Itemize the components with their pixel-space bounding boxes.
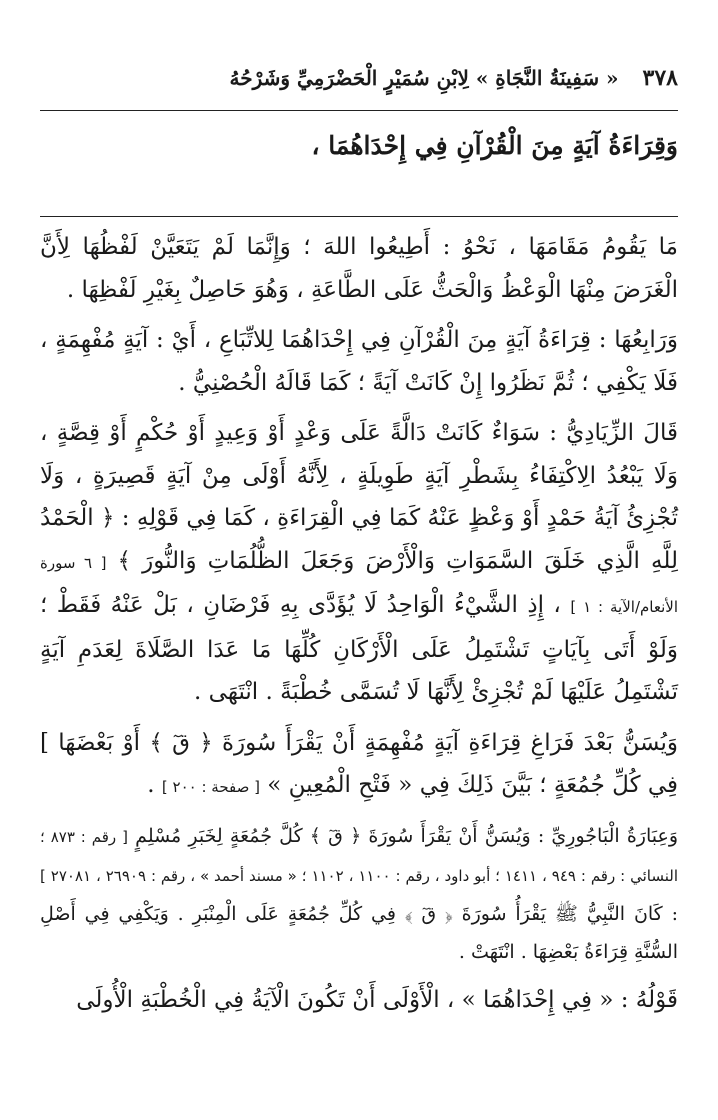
paragraph-text: قَوْلُهُ : « فِي إِحْدَاهُمَا » ، الْأَوْلَى أَنْ تَكُونَ الْآيَةُ فِي الْخُطْبَةِ الْأُولَى (76, 986, 678, 1013)
header-divider (40, 110, 678, 111)
paragraph-text: وَيُسَنُّ بَعْدَ فَرَاغِ قِرَاءَةِ آيَةٍ مُفْهِمَةٍ أَنْ يَقْرَأَ سُورَةَ ﴿ قٓ ﴾ أَوْ بَعْضَهَا ] فِي كُلِّ جُمُعَةٍ ؛ بَيَّنَ ذَلِكَ فِي « فَتْحِ الْمُعِينِ » (40, 729, 678, 798)
paragraph-text: قَالَ الزِّيَادِيُّ : سَوَاءٌ كَانَتْ دَالَّةً عَلَى وَعْدٍ أَوْ وَعِيدٍ أَوْ حُكْمٍ أَوْ قِصَّةٍ ، وَلَا يَبْعُدُ الِاكْتِفَاءُ بِشَطْرِ آيَةٍ طَوِيلَةٍ ، لِأَنَّهُ أَوْلَى مِنْ آيَةٍ قَصِيرَةٍ ، وَلَا تُجْزِئُ آيَةُ حَمْدٍ أَوْ وَعْظٍ عَنْهُ كَمَا فِي الْقِرَاءَةِ ، كَمَا فِي قَوْلِهِ : ﴿ الْحَمْدُ لِلَّهِ الَّذِي خَلَقَ السَّمَوَاتِ وَالْأَرْضَ وَجَعَلَ الظُّلُمَاتِ وَالنُّورَ ﴾ (40, 420, 678, 574)
hadith-reference: [ رقم : ٨٧٣ ؛ النسائي : رقم : ٩٤٩ ، ١٤١١ ؛ أبو داود ، رقم : ١١٠٠ ، ١١٠٢ ؛ « مسند أحمد » ، رقم : ٢٦٩٠٩ ، ٢٧٠٨١ ] (40, 827, 678, 885)
page-number: ٣٧٨ (642, 65, 678, 91)
paragraph-text: مَا يَقُومُ مَقَامَهَا ، نَحْوُ : أَطِيعُوا اللهَ ؛ وَإِنَّمَا لَمْ يَتَعَيَّنْ لَفْظُهَا لِأَنَّ الْغَرَضَ مِنْهَا الْوَعْظُ وَالْحَثُّ عَلَى الطَّاعَةِ ، وَهُوَ حَاصِلٌ بِغَيْرِ لَفْظِهَا . (40, 234, 678, 303)
commentary-paragraph (40, 817, 678, 971)
running-title: « سَفِينَةُ النَّجَاةِ » لِابْنِ سُمَيْرٍ الْحَضْرَمِيِّ وَشَرْحُهُ (229, 66, 619, 90)
matn-text: وَقِرَاءَةُ آيَةٍ مِنَ الْقُرْآنِ فِي إِحْدَاهُمَا ، (311, 131, 678, 160)
paragraph-text: وَعِبَارَةُ الْبَاجُورِيِّ : وَيُسَنُّ أَنْ يَقْرَأَ سُورَةَ ﴿ قٓ ﴾ كُلَّ جُمُعَةٍ لِخَبَرِ مُسْلِمٍ (135, 824, 678, 847)
commentary-paragraph (40, 226, 678, 311)
commentary-paragraph (40, 979, 678, 1022)
paragraph-text: . (147, 772, 155, 798)
commentary-paragraph (40, 722, 678, 809)
paragraph-text: : كَانَ النَّبِيُّ ﷺ يَقْرَأُ سُورَةَ ﴿ قٓ ﴾ فِي كُلِّ جُمُعَةٍ عَلَى الْمِنْبَرِ . وَيَكْفِي فِي أَصْلِ السُّنَّةِ قِرَاءَةُ بَعْضِهَا . انْتَهَتْ . (40, 902, 678, 963)
book-reference: [ صفحة : ٢٠٠ ] (161, 778, 260, 796)
commentary-paragraph (40, 412, 678, 714)
commentary-paragraph (40, 319, 678, 404)
quran-reference: [ ٦ سورة الأنعام/الآية : ١ ] (40, 553, 678, 616)
commentary-body (40, 226, 678, 1029)
paragraph-text: وَرَابِعُهَا : قِرَاءَةُ آيَةٍ مِنَ الْقُرْآنِ فِي إِحْدَاهُمَا لِلاتِّبَاعِ ، أَيْ : آيَةٍ مُفْهِمَةٍ ، فَلَا يَكْفِي ؛ ثُمَّ نَظَرُوا إِنْ كَانَتْ آيَةً ؛ كَمَا قَالَهُ الْحُصْنِيُّ . (40, 327, 678, 396)
paragraph-text: ، إِذِ الشَّيْءُ الْوَاحِدُ لَا يُؤَدَّى بِهِ فَرْضَانِ ، بَلْ عَنْهُ فَقَطْ ؛ وَلَوْ أَتَى بِآيَاتٍ تَشْتَمِلُ عَلَى الْأَرْكَانِ كُلِّهَا مَا عَدَا الصَّلَاةَ لِعَدَمِ آيَةٍ تَشْتَمِلُ عَلَيْهَا لَمْ تُجْزِئْ لِأَنَّهَا لَا تُسَمَّى خُطْبَةً . انْتَهَى . (40, 592, 678, 705)
matn-divider (40, 216, 678, 217)
page-header (40, 58, 678, 98)
